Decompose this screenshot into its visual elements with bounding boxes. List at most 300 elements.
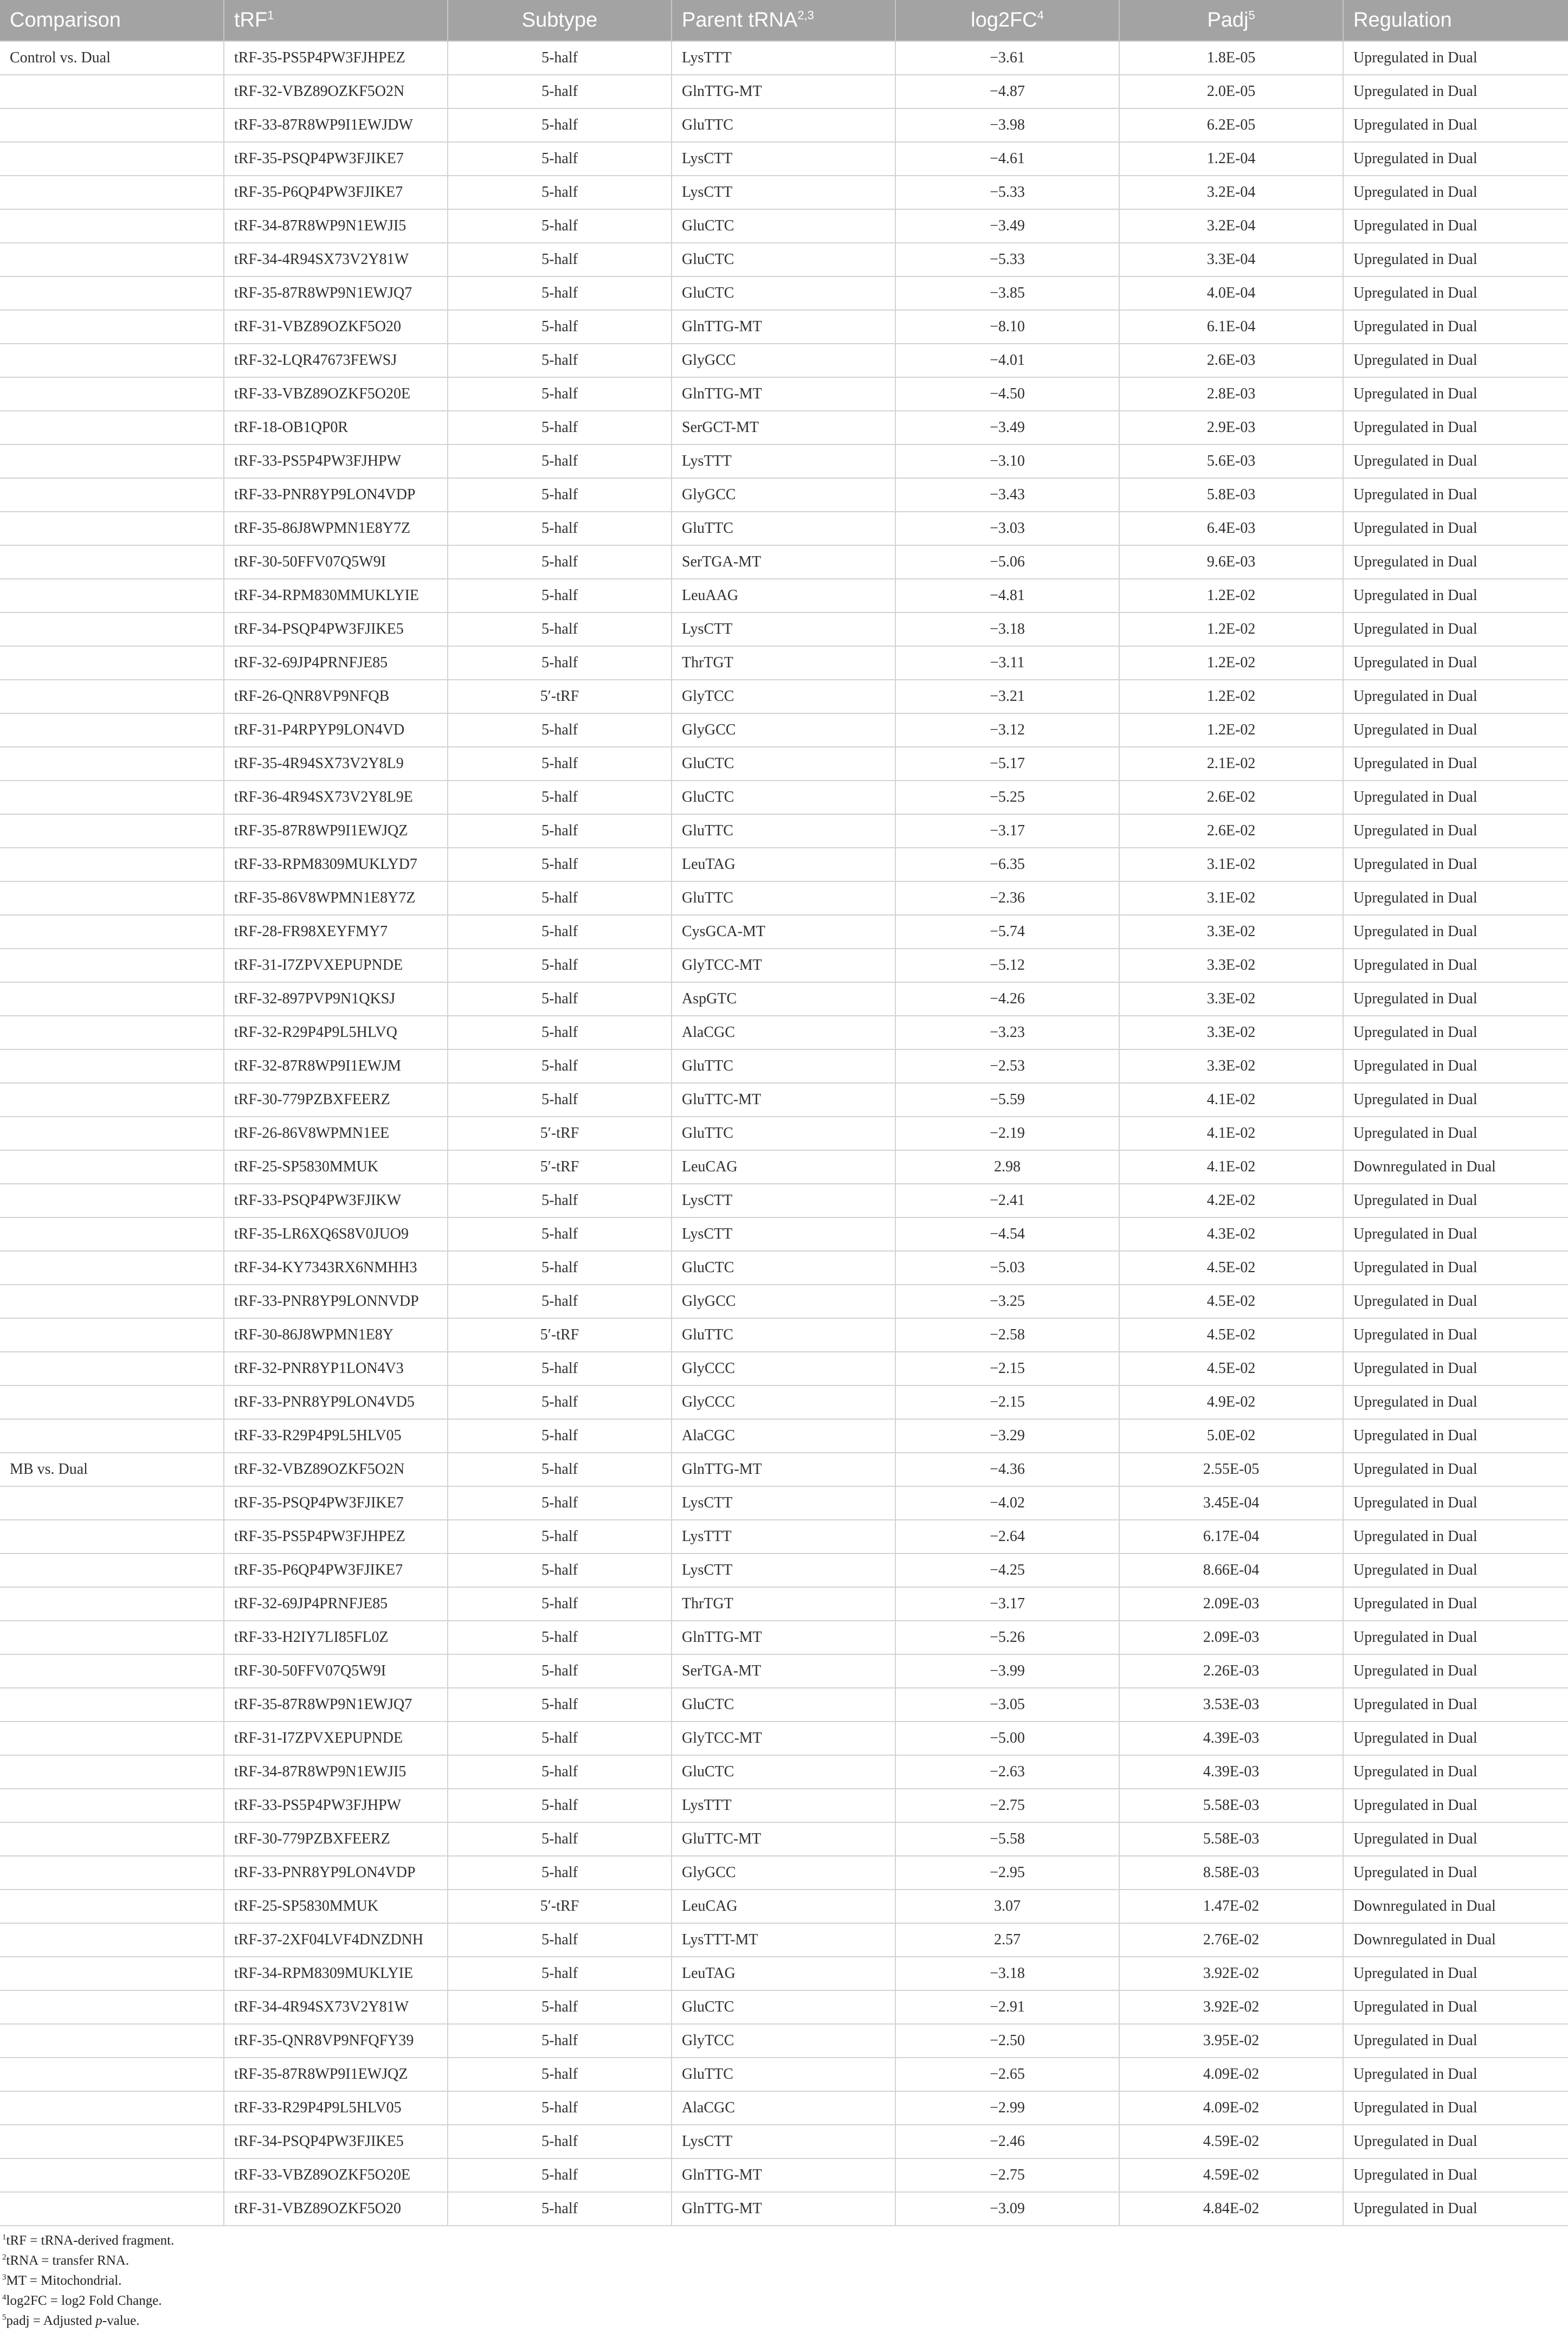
padj-cell: 3.3E-02 [1119,915,1343,949]
trf-cell: tRF-35-PSQP4PW3FJIKE7 [224,1486,448,1520]
subtype-cell: 5-half [448,1217,672,1251]
subtype-cell: 5-half [448,2091,672,2125]
padj-cell: 4.5E-02 [1119,1285,1343,1318]
padj-cell: 4.1E-02 [1119,1117,1343,1150]
footnote-italic-text: p [95,2313,102,2328]
log2fc-cell: −2.99 [895,2091,1119,2125]
table-row [0,814,1568,848]
regulation-cell: Upregulated in Dual [1343,1957,1568,1990]
regulation-cell: Upregulated in Dual [1343,108,1568,142]
trf-cell: tRF-35-PS5P4PW3FJHPEZ [224,41,448,75]
header-row [0,0,1568,41]
regulation-cell: Upregulated in Dual [1343,1722,1568,1755]
parent-trna-cell: GluCTC [672,1251,895,1285]
comparison-cell [0,881,224,915]
regulation-cell: Upregulated in Dual [1343,1285,1568,1318]
trf-cell: tRF-33-PS5P4PW3FJHPW [224,444,448,478]
subtype-cell: 5-half [448,108,672,142]
trf-cell: tRF-33-H2IY7LI85FL0Z [224,1621,448,1654]
header-trf [224,0,448,41]
subtype-cell: 5-half [448,1520,672,1553]
parent-trna-cell: AlaCGC [672,1016,895,1049]
log2fc-cell: −3.10 [895,444,1119,478]
regulation-cell: Downregulated in Dual [1343,1150,1568,1184]
subtype-cell: 5-half [448,2058,672,2091]
footnote [2,2231,1566,2251]
parent-trna-cell: AspGTC [672,982,895,1016]
table-row [0,2058,1568,2091]
parent-trna-cell: GlyCCC [672,1385,895,1419]
trf-cell: tRF-34-RPM830MMUKLYIE [224,579,448,613]
padj-cell: 2.09E-03 [1119,1621,1343,1654]
comparison-cell [0,1318,224,1352]
log2fc-cell: −5.26 [895,1621,1119,1654]
regulation-cell: Upregulated in Dual [1343,1184,1568,1217]
regulation-cell: Upregulated in Dual [1343,1822,1568,1856]
trf-cell: tRF-28-FR98XEYFMY7 [224,915,448,949]
footnote-number: 2 [2,2253,7,2262]
subtype-cell: 5-half [448,1352,672,1385]
subtype-cell: 5-half [448,1755,672,1789]
trf-cell: tRF-35-QNR8VP9NFQFY39 [224,2024,448,2058]
trf-cell: tRF-33-PNR8YP9LONNVDP [224,1285,448,1318]
padj-cell: 3.1E-02 [1119,848,1343,881]
regulation-cell: Upregulated in Dual [1343,2125,1568,2158]
regulation-cell: Upregulated in Dual [1343,713,1568,747]
padj-cell: 4.5E-02 [1119,1251,1343,1285]
trf-cell: tRF-35-P6QP4PW3FJIKE7 [224,176,448,209]
trf-cell: tRF-32-87R8WP9I1EWJM [224,1049,448,1083]
header-padj [1119,0,1343,41]
parent-trna-cell: GluTTC [672,1049,895,1083]
trf-cell: tRF-18-OB1QP0R [224,411,448,444]
table-row [0,1016,1568,1049]
regulation-cell: Upregulated in Dual [1343,1856,1568,1890]
subtype-cell: 5-half [448,142,672,176]
padj-cell: 8.58E-03 [1119,1856,1343,1890]
padj-cell: 1.2E-02 [1119,613,1343,646]
regulation-cell: Upregulated in Dual [1343,949,1568,982]
subtype-cell: 5-half [448,411,672,444]
padj-cell: 6.1E-04 [1119,310,1343,344]
subtype-cell: 5-half [448,1419,672,1453]
log2fc-cell: −3.98 [895,108,1119,142]
regulation-cell: Upregulated in Dual [1343,1755,1568,1789]
table-row [0,545,1568,579]
regulation-cell: Upregulated in Dual [1343,276,1568,310]
subtype-cell: 5-half [448,512,672,545]
trf-cell: tRF-32-897PVP9N1QKSJ [224,982,448,1016]
parent-trna-cell: ThrTGT [672,1587,895,1621]
header-regulation [1343,0,1568,41]
padj-cell: 2.55E-05 [1119,1453,1343,1486]
regulation-cell: Upregulated in Dual [1343,1453,1568,1486]
trf-cell: tRF-33-VBZ89OZKF5O20E [224,2158,448,2192]
table-row [0,276,1568,310]
parent-trna-cell: GlnTTG-MT [672,377,895,411]
regulation-cell: Upregulated in Dual [1343,781,1568,814]
padj-cell: 5.8E-03 [1119,478,1343,512]
table-row [0,1923,1568,1957]
log2fc-cell: −5.33 [895,176,1119,209]
padj-cell: 4.2E-02 [1119,1184,1343,1217]
header-comparison [0,0,224,41]
parent-trna-cell: LysCTT [672,1553,895,1587]
comparison-cell [0,1486,224,1520]
comparison-cell [0,1049,224,1083]
table-row [0,1285,1568,1318]
regulation-cell: Upregulated in Dual [1343,1486,1568,1520]
regulation-cell: Upregulated in Dual [1343,848,1568,881]
comparison-cell [0,176,224,209]
parent-trna-cell: CysGCA-MT [672,915,895,949]
log2fc-cell: −3.85 [895,276,1119,310]
log2fc-cell: −2.50 [895,2024,1119,2058]
comparison-cell [0,814,224,848]
subtype-cell: 5-half [448,2158,672,2192]
padj-cell: 4.5E-02 [1119,1352,1343,1385]
footnote-text: tRF = tRNA-derived fragment. [6,2233,175,2248]
regulation-cell: Upregulated in Dual [1343,2192,1568,2226]
trf-cell: tRF-31-VBZ89OZKF5O20 [224,2192,448,2226]
table-row [0,1419,1568,1453]
log2fc-cell: −3.99 [895,1654,1119,1688]
table-row [0,1587,1568,1621]
table-row [0,444,1568,478]
table-row [0,2158,1568,2192]
comparison-cell [0,243,224,276]
comparison-cell [0,276,224,310]
log2fc-cell: −3.61 [895,41,1119,75]
parent-trna-cell: GluCTC [672,276,895,310]
comparison-cell [0,377,224,411]
padj-cell: 1.2E-02 [1119,579,1343,613]
footnote-text: MT = Mitochondrial. [6,2273,122,2288]
padj-cell: 5.6E-03 [1119,444,1343,478]
regulation-cell: Upregulated in Dual [1343,1587,1568,1621]
trf-cell: tRF-34-87R8WP9N1EWJI5 [224,209,448,243]
subtype-cell: 5-half [448,1251,672,1285]
padj-cell: 3.53E-03 [1119,1688,1343,1722]
subtype-cell: 5-half [448,545,672,579]
subtype-cell: 5-half [448,2024,672,2058]
log2fc-cell: −4.36 [895,1453,1119,1486]
trf-cell: tRF-33-R29P4P9L5HLV05 [224,2091,448,2125]
table-row [0,1856,1568,1890]
footnote-number: 5 [2,2313,7,2322]
comparison-cell [0,646,224,680]
parent-trna-cell: GluCTC [672,1688,895,1722]
log2fc-cell: −4.61 [895,142,1119,176]
padj-cell: 4.1E-02 [1119,1083,1343,1117]
comparison-cell [0,1016,224,1049]
log2fc-cell: −5.59 [895,1083,1119,1117]
subtype-cell: 5-half [448,1587,672,1621]
log2fc-cell: −2.15 [895,1352,1119,1385]
parent-trna-cell: GlnTTG-MT [672,75,895,108]
log2fc-cell: −4.25 [895,1553,1119,1587]
footnote [2,2271,1566,2291]
padj-cell: 1.2E-02 [1119,680,1343,713]
table-row [0,209,1568,243]
subtype-cell: 5-half [448,444,672,478]
log2fc-cell: −2.75 [895,2158,1119,2192]
table-row [0,2125,1568,2158]
comparison-cell [0,1990,224,2024]
trf-cell: tRF-25-SP5830MMUK [224,1890,448,1923]
table-row [0,2091,1568,2125]
padj-cell: 4.09E-02 [1119,2091,1343,2125]
parent-trna-cell: GlyGCC [672,1856,895,1890]
parent-trna-cell: LysTTT [672,1789,895,1822]
table-row [0,1385,1568,1419]
trf-cell: tRF-35-P6QP4PW3FJIKE7 [224,1553,448,1587]
subtype-cell: 5-half [448,1990,672,2024]
comparison-cell [0,1957,224,1990]
regulation-cell: Upregulated in Dual [1343,1520,1568,1553]
subtype-cell: 5-half [448,1856,672,1890]
log2fc-cell: 3.07 [895,1890,1119,1923]
regulation-cell: Upregulated in Dual [1343,75,1568,108]
subtype-cell: 5-half [448,1688,672,1722]
subtype-cell: 5′-tRF [448,1117,672,1150]
subtype-cell: 5-half [448,377,672,411]
padj-cell: 4.59E-02 [1119,2125,1343,2158]
table-row [0,2192,1568,2226]
regulation-cell: Upregulated in Dual [1343,2024,1568,2058]
table-row [0,1890,1568,1923]
trf-cell: tRF-33-87R8WP9I1EWJDW [224,108,448,142]
table-row [0,1654,1568,1688]
log2fc-cell: −5.17 [895,747,1119,781]
subtype-cell: 5-half [448,1621,672,1654]
parent-trna-cell: LysTTT [672,1520,895,1553]
padj-cell: 3.92E-02 [1119,1957,1343,1990]
padj-cell: 2.8E-03 [1119,377,1343,411]
comparison-cell [0,1217,224,1251]
comparison-cell [0,478,224,512]
regulation-cell: Upregulated in Dual [1343,2058,1568,2091]
log2fc-cell: −3.18 [895,1957,1119,1990]
padj-cell: 4.09E-02 [1119,2058,1343,2091]
trf-cell: tRF-34-4R94SX73V2Y81W [224,243,448,276]
comparison-cell [0,1553,224,1587]
parent-trna-cell: GlnTTG-MT [672,2192,895,2226]
comparison-cell [0,1722,224,1755]
subtype-cell: 5-half [448,1184,672,1217]
parent-trna-cell: GlyGCC [672,344,895,377]
comparison-cell [0,1184,224,1217]
comparison-cell [0,915,224,949]
log2fc-cell: −3.18 [895,613,1119,646]
footnote [2,2291,1566,2311]
padj-cell: 3.3E-02 [1119,1049,1343,1083]
parent-trna-cell: GlnTTG-MT [672,1621,895,1654]
table-row [0,108,1568,142]
trf-cell: tRF-32-VBZ89OZKF5O2N [224,1453,448,1486]
comparison-cell [0,848,224,881]
log2fc-cell: −3.17 [895,1587,1119,1621]
subtype-cell: 5-half [448,613,672,646]
padj-cell: 8.66E-04 [1119,1553,1343,1587]
log2fc-cell: −2.65 [895,2058,1119,2091]
log2fc-cell: −2.75 [895,1789,1119,1822]
padj-cell: 4.39E-03 [1119,1755,1343,1789]
parent-trna-cell: GluTTC [672,814,895,848]
table-row [0,1184,1568,1217]
regulation-cell: Upregulated in Dual [1343,41,1568,75]
subtype-cell: 5-half [448,1553,672,1587]
log2fc-cell: −3.49 [895,209,1119,243]
log2fc-cell: −5.74 [895,915,1119,949]
parent-trna-cell: ThrTGT [672,646,895,680]
table-row [0,1049,1568,1083]
padj-cell: 1.2E-02 [1119,713,1343,747]
table-row [0,1251,1568,1285]
subtype-cell: 5-half [448,176,672,209]
padj-cell: 2.9E-03 [1119,411,1343,444]
header-footnote-ref: 5 [1248,8,1255,22]
padj-cell: 3.3E-02 [1119,982,1343,1016]
regulation-cell: Upregulated in Dual [1343,1789,1568,1822]
table-row [0,1621,1568,1654]
parent-trna-cell: LysCTT [672,1217,895,1251]
subtype-cell: 5-half [448,310,672,344]
parent-trna-cell: LeuCAG [672,1890,895,1923]
trf-cell: tRF-33-PNR8YP9LON4VDP [224,478,448,512]
table-row [0,1486,1568,1520]
padj-cell: 2.76E-02 [1119,1923,1343,1957]
trf-cell: tRF-35-87R8WP9N1EWJQ7 [224,276,448,310]
padj-cell: 2.6E-02 [1119,781,1343,814]
header-footnote-ref: 2,3 [797,8,814,22]
log2fc-cell: 2.98 [895,1150,1119,1184]
subtype-cell: 5-half [448,949,672,982]
regulation-cell: Upregulated in Dual [1343,1049,1568,1083]
log2fc-cell: −2.46 [895,2125,1119,2158]
trf-cell: tRF-31-VBZ89OZKF5O20 [224,310,448,344]
parent-trna-cell: GluCTC [672,1990,895,2024]
subtype-cell: 5-half [448,1654,672,1688]
parent-trna-cell: SerTGA-MT [672,1654,895,1688]
log2fc-cell: −5.33 [895,243,1119,276]
regulation-cell: Upregulated in Dual [1343,814,1568,848]
subtype-cell: 5-half [448,209,672,243]
parent-trna-cell: GlnTTG-MT [672,2158,895,2192]
subtype-cell: 5-half [448,2192,672,2226]
comparison-cell [0,444,224,478]
parent-trna-cell: GluCTC [672,747,895,781]
subtype-cell: 5-half [448,881,672,915]
padj-cell: 3.92E-02 [1119,1990,1343,2024]
table-row [0,747,1568,781]
subtype-cell: 5-half [448,1083,672,1117]
regulation-cell: Upregulated in Dual [1343,1352,1568,1385]
comparison-cell [0,1587,224,1621]
parent-trna-cell: GluTTC [672,1117,895,1150]
subtype-cell: 5-half [448,1923,672,1957]
footnote-text: -value. [102,2313,140,2328]
log2fc-cell: −3.21 [895,680,1119,713]
regulation-cell: Upregulated in Dual [1343,344,1568,377]
comparison-cell [0,1385,224,1419]
table-body [0,41,1568,2226]
padj-cell: 4.9E-02 [1119,1385,1343,1419]
log2fc-cell: −2.15 [895,1385,1119,1419]
regulation-cell: Upregulated in Dual [1343,1251,1568,1285]
log2fc-cell: −3.12 [895,713,1119,747]
trf-cell: tRF-33-R29P4P9L5HLV05 [224,1419,448,1453]
subtype-cell: 5-half [448,713,672,747]
table-row [0,512,1568,545]
table-row [0,142,1568,176]
padj-cell: 3.3E-04 [1119,243,1343,276]
padj-cell: 4.3E-02 [1119,1217,1343,1251]
comparison-cell: Control vs. Dual [0,41,224,75]
table-row [0,1352,1568,1385]
subtype-cell: 5′-tRF [448,1318,672,1352]
padj-cell: 3.45E-04 [1119,1486,1343,1520]
trf-cell: tRF-30-50FFV07Q5W9I [224,545,448,579]
comparison-cell [0,310,224,344]
subtype-cell: 5-half [448,75,672,108]
comparison-cell [0,1890,224,1923]
regulation-cell: Upregulated in Dual [1343,176,1568,209]
table-row [0,176,1568,209]
subtype-cell: 5-half [448,747,672,781]
comparison-cell [0,2192,224,2226]
log2fc-cell: −3.43 [895,478,1119,512]
comparison-cell [0,2158,224,2192]
padj-cell: 2.1E-02 [1119,747,1343,781]
padj-cell: 6.17E-04 [1119,1520,1343,1553]
table-row [0,713,1568,747]
parent-trna-cell: GluCTC [672,1755,895,1789]
subtype-cell: 5-half [448,243,672,276]
padj-cell: 4.0E-04 [1119,276,1343,310]
regulation-cell: Upregulated in Dual [1343,310,1568,344]
log2fc-cell: −2.19 [895,1117,1119,1150]
trf-cell: tRF-34-KY7343RX6NMHH3 [224,1251,448,1285]
trf-cell: tRF-36-4R94SX73V2Y8L9E [224,781,448,814]
padj-cell: 1.2E-02 [1119,646,1343,680]
trf-cell: tRF-30-779PZBXFEERZ [224,1822,448,1856]
subtype-cell: 5′-tRF [448,1150,672,1184]
header-log2fc [895,0,1119,41]
table-row [0,680,1568,713]
parent-trna-cell: GlyGCC [672,478,895,512]
comparison-cell [0,579,224,613]
comparison-cell [0,982,224,1016]
table-row [0,1217,1568,1251]
parent-trna-cell: GlyTCC [672,2024,895,2058]
parent-trna-cell: GluTTC-MT [672,1822,895,1856]
log2fc-cell: −5.12 [895,949,1119,982]
trf-cell: tRF-34-PSQP4PW3FJIKE5 [224,2125,448,2158]
comparison-cell [0,1654,224,1688]
padj-cell: 9.6E-03 [1119,545,1343,579]
subtype-cell: 5-half [448,41,672,75]
regulation-cell: Upregulated in Dual [1343,1990,1568,2024]
footnote-number: 1 [2,2233,7,2242]
trf-cell: tRF-30-779PZBXFEERZ [224,1083,448,1117]
log2fc-cell: −4.02 [895,1486,1119,1520]
regulation-cell: Upregulated in Dual [1343,444,1568,478]
trf-cell: tRF-33-PNR8YP9LON4VDP [224,1856,448,1890]
comparison-cell [0,747,224,781]
subtype-cell: 5′-tRF [448,1890,672,1923]
table-row [0,1150,1568,1184]
